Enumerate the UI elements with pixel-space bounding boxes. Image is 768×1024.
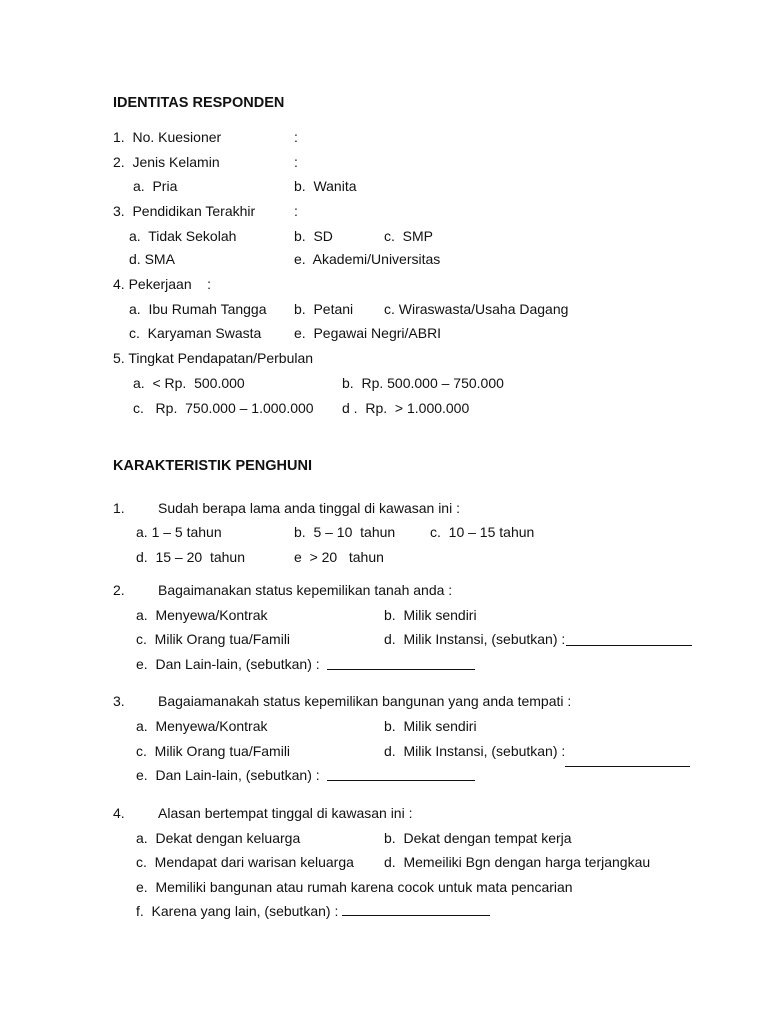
k3-question: Bagaiamanakah status kepemilikan bangunan yang anda tempati : xyxy=(158,693,572,709)
q4-option-b: b. Petani xyxy=(294,301,354,317)
section-heading-karakteristik: KARAKTERISTIK PENGHUNI xyxy=(113,458,312,474)
k4-option-a: a. Dekat dengan keluarga xyxy=(136,830,301,846)
k4-option-f: f. Karena yang lain, (sebutkan) : xyxy=(136,903,339,919)
k4-number: 4. xyxy=(113,805,125,821)
k3-option-e: e. Dan Lain-lain, (sebutkan) : xyxy=(136,767,320,783)
k2-option-b: b. Milik sendiri xyxy=(384,607,477,623)
k2-option-d-blank[interactable] xyxy=(566,645,692,646)
q4-option-a: a. Ibu Rumah Tangga xyxy=(129,301,267,317)
q4-option-c2: c. Karyaman Swasta xyxy=(129,325,262,341)
q5-option-d: d . Rp. > 1.000.000 xyxy=(342,400,470,416)
k1-option-b: b. 5 – 10 tahun xyxy=(294,524,396,540)
k2-question: Bagaimanakan status kepemilikan tanah anda : xyxy=(158,582,453,598)
k1-question: Sudah berapa lama anda tinggal di kawasan ini : xyxy=(158,500,460,516)
k1-number: 1. xyxy=(113,500,125,516)
q5-option-a: a. < Rp. 500.000 xyxy=(133,375,245,391)
k3-option-d: d. Milik Instansi, (sebutkan) : xyxy=(384,743,566,759)
q5-label: 5. Tingkat Pendapatan/Perbulan xyxy=(113,350,314,366)
k1-option-d: d. 15 – 20 tahun xyxy=(136,549,245,565)
k3-option-d-blank[interactable] xyxy=(565,766,690,767)
q3-option-a: a. Tidak Sekolah xyxy=(129,228,237,244)
q3-option-e: e. Akademi/Universitas xyxy=(294,251,441,267)
q2-label: 2. Jenis Kelamin xyxy=(113,154,220,170)
q3-option-d: d. SMA xyxy=(129,251,175,267)
k2-option-c: c. Milik Orang tua/Famili xyxy=(136,631,291,647)
q2-option-b: b. Wanita xyxy=(294,178,357,194)
section-heading-identitas: IDENTITAS RESPONDEN xyxy=(113,95,285,111)
k4-option-c: c. Mendapat dari warisan keluarga xyxy=(136,854,354,870)
k4-option-d: d. Memeiliki Bgn dengan harga terjangkau xyxy=(384,854,651,870)
q2-option-a: a. Pria xyxy=(133,178,178,194)
k3-option-c: c. Milik Orang tua/Famili xyxy=(136,743,291,759)
k1-option-a: a. 1 – 5 tahun xyxy=(136,524,222,540)
q3-colon: : xyxy=(294,203,298,219)
k1-option-c: c. 10 – 15 tahun xyxy=(430,524,535,540)
k4-option-f-blank[interactable] xyxy=(342,915,490,916)
k3-option-a: a. Menyewa/Kontrak xyxy=(136,718,268,734)
k2-number: 2. xyxy=(113,582,125,598)
k4-question: Alasan bertempat tinggal di kawasan ini : xyxy=(158,805,413,821)
q5-option-c: c. Rp. 750.000 – 1.000.000 xyxy=(133,400,314,416)
k3-option-b: b. Milik sendiri xyxy=(384,718,477,734)
k2-option-e-blank[interactable] xyxy=(327,669,475,670)
q1-colon: : xyxy=(294,129,298,145)
q4-option-e: e. Pegawai Negri/ABRI xyxy=(294,325,442,341)
q5-option-b: b. Rp. 500.000 – 750.000 xyxy=(342,375,504,391)
k2-option-d: d. Milik Instansi, (sebutkan) : xyxy=(384,631,566,647)
q4-option-c1: c. Wiraswasta/Usaha Dagang xyxy=(384,301,569,317)
q1-label: 1. No. Kuesioner xyxy=(113,129,222,145)
k3-number: 3. xyxy=(113,693,125,709)
q2-colon: : xyxy=(294,154,298,170)
k4-option-e: e. Memiliki bangunan atau rumah karena cocok untuk mata pencarian xyxy=(136,879,573,895)
k4-option-b: b. Dekat dengan tempat kerja xyxy=(384,830,572,846)
q3-label: 3. Pendidikan Terakhir xyxy=(113,203,256,219)
k1-option-e: e > 20 tahun xyxy=(294,549,384,565)
q3-option-c: c. SMP xyxy=(384,228,434,244)
k2-option-a: a. Menyewa/Kontrak xyxy=(136,607,268,623)
q4-label: 4. Pekerjaan : xyxy=(113,276,212,292)
k2-option-e: e. Dan Lain-lain, (sebutkan) : xyxy=(136,656,320,672)
q3-option-b: b. SD xyxy=(294,228,333,244)
k3-option-e-blank[interactable] xyxy=(327,780,475,781)
